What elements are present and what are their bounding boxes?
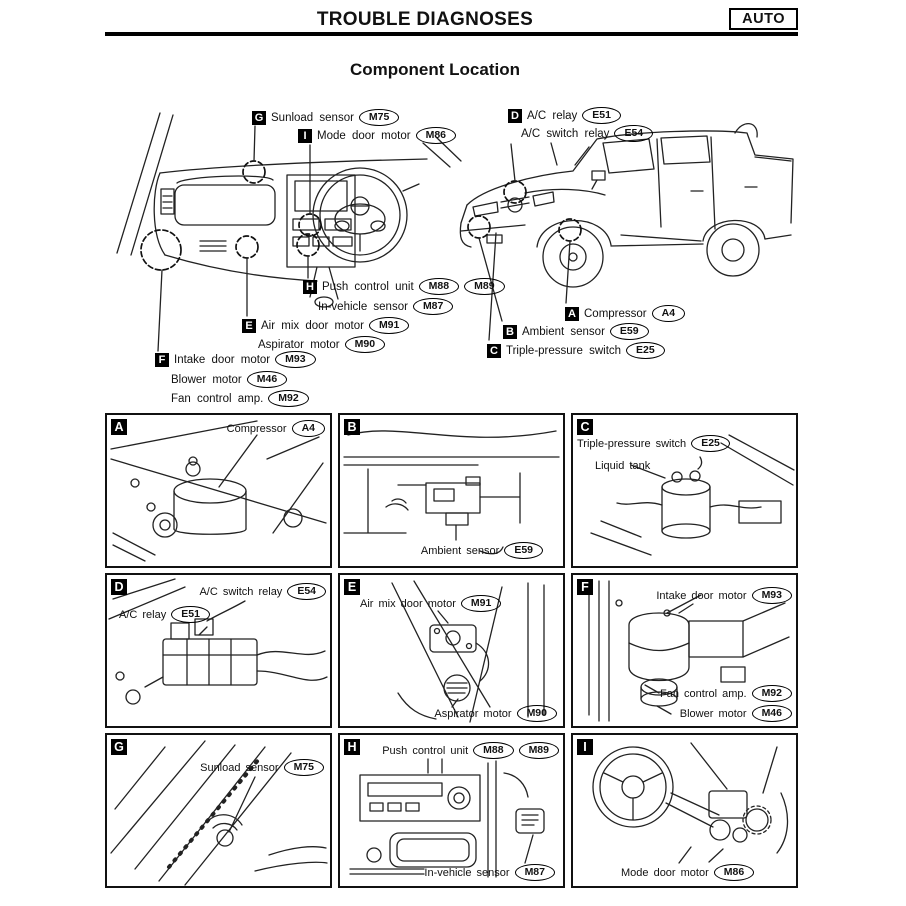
component-label-text: Triple-pressure switch <box>577 437 687 450</box>
connector-code: M46 <box>752 705 792 722</box>
callout-text: Push control unit <box>322 280 414 293</box>
component-label-text: A/C switch relay <box>199 585 283 598</box>
callout-letter: E <box>242 319 256 333</box>
connector-code: M91 <box>461 595 501 612</box>
callout-compressor <box>565 305 685 322</box>
connector-code: E25 <box>691 435 730 452</box>
panel-letter-badge: D <box>111 579 127 595</box>
connector-code: M93 <box>752 587 792 604</box>
panel-letter-badge: C <box>577 419 593 435</box>
connector-code: M89 <box>519 742 559 759</box>
detail-panel-d <box>105 573 332 728</box>
callout-letter: C <box>487 344 501 358</box>
connector-code: M92 <box>268 390 308 407</box>
connector-code: M88 <box>473 742 513 759</box>
detail-panel-a <box>105 413 332 568</box>
callout-letter: F <box>155 353 169 367</box>
connector-code: M46 <box>247 371 287 388</box>
callout-ac-relay <box>508 107 621 124</box>
component-label-text: Blower motor <box>679 707 747 720</box>
connector-code: M89 <box>464 278 504 295</box>
panel-letter-badge: I <box>577 739 593 755</box>
panel-a-illustration <box>107 415 330 566</box>
component-label-text: A/C relay <box>119 608 167 621</box>
header-rule <box>105 32 798 36</box>
section-title: Component Location <box>350 60 520 79</box>
callout-text: Ambient sensor <box>522 325 605 338</box>
component-label <box>382 742 559 759</box>
section-badge: AUTO <box>729 8 798 30</box>
callout-text: Mode door motor <box>317 129 411 142</box>
component-label-text: Push control unit <box>382 744 469 757</box>
component-label-text: Compressor <box>226 422 287 435</box>
callout-ac-switch-relay <box>521 125 653 142</box>
callout-letter: B <box>503 325 517 339</box>
component-label <box>577 435 730 452</box>
callout-fan-control-amp <box>171 390 309 407</box>
detail-panel-i <box>571 733 798 888</box>
callout-letter: I <box>298 129 312 143</box>
detail-panel-f <box>571 573 798 728</box>
detail-panel-g <box>105 733 332 888</box>
component-label <box>119 606 210 623</box>
connector-code: M75 <box>284 759 324 776</box>
connector-code: A4 <box>292 420 325 437</box>
truck-illustration <box>460 124 793 287</box>
component-label <box>621 864 754 881</box>
callout-text: Fan control amp. <box>171 392 264 405</box>
callout-text: Compressor <box>584 307 647 320</box>
component-label-text: Ambient sensor <box>420 544 500 557</box>
component-label <box>656 587 792 604</box>
connector-code: M92 <box>752 685 792 702</box>
callout-text: Triple-pressure switch <box>506 344 622 357</box>
component-label <box>421 542 543 559</box>
callout-intake-door-motor <box>155 351 316 368</box>
connector-code: E59 <box>610 323 649 340</box>
page-title: TROUBLE DIAGNOSES <box>316 9 534 30</box>
callout-text: Intake door motor <box>174 353 271 366</box>
component-label-text: Air mix door motor <box>360 597 456 610</box>
callout-air-mix-door-motor <box>242 317 409 334</box>
detail-panel-c <box>571 413 798 568</box>
detail-panel-h <box>338 733 565 888</box>
callout-in-vehicle-sensor <box>318 298 453 315</box>
component-label <box>595 458 650 474</box>
connector-code: E25 <box>626 342 665 359</box>
callout-text: Blower motor <box>171 373 242 386</box>
callout-triple-pressure-switch <box>487 342 665 359</box>
component-label-text: Liquid tank <box>595 460 651 472</box>
panel-g-illustration <box>107 735 330 886</box>
callout-ambient-sensor <box>503 323 649 340</box>
connector-code: E54 <box>287 583 326 600</box>
callout-letter: G <box>252 111 266 125</box>
detail-panel-b <box>338 413 565 568</box>
connector-code: M90 <box>345 336 385 353</box>
connector-code: M87 <box>413 298 453 315</box>
component-label <box>424 864 555 881</box>
callout-push-control-unit <box>303 278 505 295</box>
connector-code: M91 <box>369 317 409 334</box>
connector-code: E51 <box>171 606 210 623</box>
component-label-text: In-vehicle sensor <box>424 866 510 879</box>
callout-text: A/C switch relay <box>521 127 610 140</box>
callout-mode-door-motor <box>298 127 456 144</box>
callout-blower-motor <box>171 371 287 388</box>
connector-code: M75 <box>359 109 399 126</box>
callout-letter: A <box>565 307 579 321</box>
connector-code: M93 <box>275 351 315 368</box>
component-label <box>680 705 792 722</box>
component-label-text: Intake door motor <box>656 589 747 602</box>
panel-letter-badge: F <box>577 579 593 595</box>
component-label <box>360 595 501 612</box>
callout-text: Sunload sensor <box>271 111 354 124</box>
connector-code: E51 <box>582 107 621 124</box>
callout-text: In-vehicle sensor <box>318 300 408 313</box>
panel-letter-badge: H <box>344 739 360 755</box>
callout-sunload-sensor <box>252 109 399 126</box>
component-label <box>200 759 324 776</box>
component-label-text: Aspirator motor <box>434 707 512 720</box>
panel-letter-badge: B <box>344 419 360 435</box>
panel-letter-badge: G <box>111 739 127 755</box>
detail-panel-e <box>338 573 565 728</box>
connector-code: M90 <box>517 705 557 722</box>
connector-code: M86 <box>714 864 754 881</box>
callout-text: A/C relay <box>527 109 578 122</box>
component-label <box>199 583 326 600</box>
connector-code: M87 <box>515 864 555 881</box>
component-label <box>434 705 557 722</box>
panel-letter-badge: A <box>111 419 127 435</box>
callout-text: Aspirator motor <box>258 338 340 351</box>
component-label <box>660 685 792 702</box>
connector-code: M88 <box>419 278 459 295</box>
callout-text: Air mix door motor <box>261 319 364 332</box>
connector-code: E59 <box>504 542 543 559</box>
component-label-text: Mode door motor <box>621 866 709 879</box>
component-label-text: Fan control amp. <box>660 687 747 700</box>
callout-letter: D <box>508 109 522 123</box>
component-label <box>227 420 325 437</box>
component-label-text: Sunload sensor <box>200 761 279 774</box>
panel-letter-badge: E <box>344 579 360 595</box>
connector-code: M86 <box>416 127 456 144</box>
connector-code: A4 <box>652 305 685 322</box>
callout-letter: H <box>303 280 317 294</box>
connector-code: E54 <box>614 125 653 142</box>
